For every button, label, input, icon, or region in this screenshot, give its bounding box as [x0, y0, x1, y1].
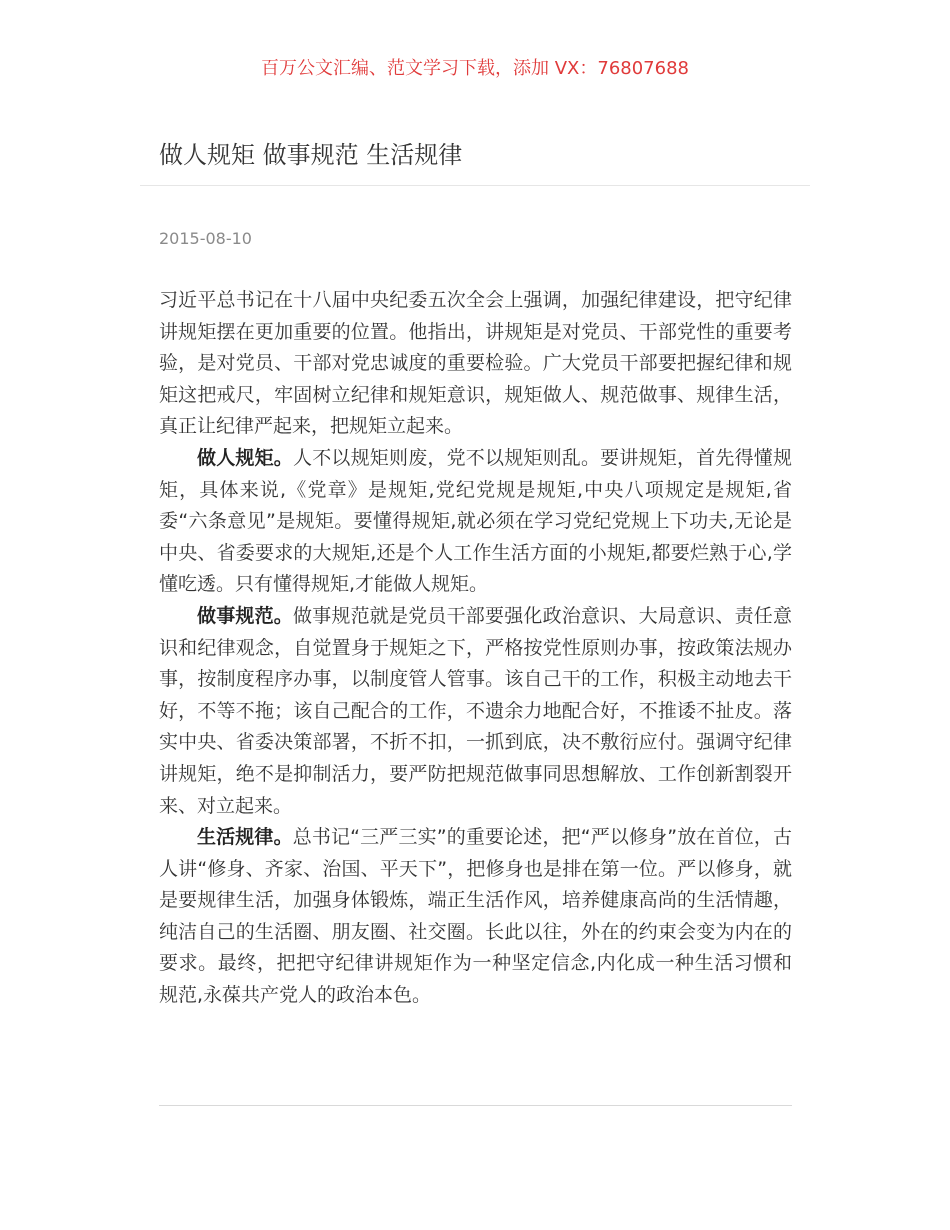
section-heading-3: 生活规律。: [197, 826, 293, 849]
section-paragraph-1: [159, 443, 792, 601]
section-text-1: 人不以规矩则废，党不以规矩则乱。要讲规矩，首先得懂规矩，具体来说,《党章》是规矩,党纪党规是规矩,中央八项规定是规矩,省委“六条意见”是规矩。要懂得规矩,就必须在学习党纪党规上下功夫,无论是中央、省委要求的大规矩,还是个人工作生活方面的小规矩,都要烂熟于心,学懂吃透。只有懂得规矩,才能做人规矩。: [159, 446, 792, 596]
publish-date: 2015-08-10: [159, 229, 252, 248]
section-paragraph-2: [159, 601, 792, 822]
intro-paragraph: 习近平总书记在十八届中央纪委五次全会上强调，加强纪律建设，把守纪律讲规矩摆在更加重要的位置。他指出，讲规矩是对党员、干部党性的重要考验，是对党员、干部对党忠诚度的重要检验。广大党员干部要把握纪律和规矩这把戒尺，牢固树立纪律和规矩意识，规矩做人、规范做事、规律生活，真正让纪律严起来，把规矩立起来。: [159, 289, 792, 438]
section-heading-2: 做事规范。: [197, 604, 293, 627]
section-text-3: 总书记“三严三实”的重要论述，把“严以修身”放在首位，古人讲“修身、齐家、治国、平天下”，把修身也是排在第一位。严以修身，就是要规律生活，加强身体锻炼，端正生活作风，培养健康高尚的生活情趣，纯洁自己的生活圈、朋友圈、社交圈。长此以往，外在的约束会变为内在的要求。最终，把把守纪律讲规矩作为一种坚定信念,内化成一种生活习惯和规范,永葆共产党人的政治本色。: [159, 826, 792, 1007]
article-body: [159, 285, 792, 1012]
promo-banner: 百万公文汇编、范文学习下载，添加 VX：76807688: [261, 58, 689, 79]
section-text-2: 做事规范就是党员干部要强化政治意识、大局意识、责任意识和纪律观念，自觉置身于规矩之下，严格按党性原则办事，按政策法规办事，按制度程序办事，以制度管人管事。该自己干的工作，积极主动地去干好，不等不拖；该自己配合的工作，不遗余力地配合好，不推诿不扯皮。落实中央、省委决策部署，不折不扣，一抓到底，决不敷衍应付。强调守纪律讲规矩，绝不是抑制活力，要严防把规范做事同思想解放、工作创新割裂开来、对立起来。: [159, 604, 792, 817]
section-paragraph-3: [159, 822, 792, 1012]
section-heading-1: 做人规矩。: [197, 446, 293, 469]
title-divider: [140, 185, 810, 186]
footer-divider: [159, 1105, 792, 1106]
page-title: 做人规矩 做事规范 生活规律: [159, 141, 463, 169]
